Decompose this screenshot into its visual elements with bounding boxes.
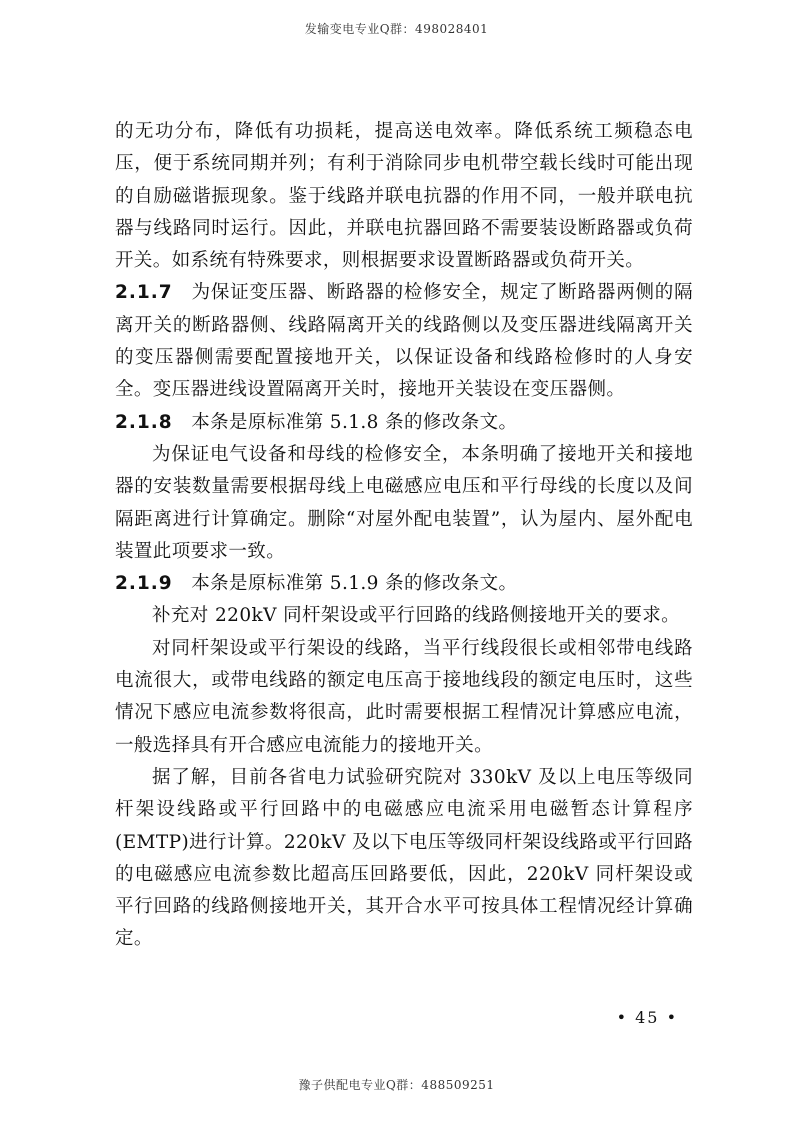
- footer-note: 豫子供配电专业Q群：488509251: [298, 1078, 495, 1092]
- clause-number: 2.1.7: [115, 282, 173, 304]
- clause-2-1-8: [115, 407, 693, 439]
- paragraph: 据了解，目前各省电力试验研究院对 330kV 及以上电压等级同杆架设线路或平行回路中的电磁感应电流采用电磁暂态计算程序(EMTP)进行计算。220kV 及以下电压等级同杆架设线路或平行回路的电磁感应电流参数比超高压回路要低，因此，220kV 同杆架设或平行回路的线路侧接地开关，其开合水平可按具体工程情况经计算确定。: [115, 766, 693, 950]
- clause-text: 本条是原标准第 5.1.8 条的修改条文。: [191, 411, 518, 433]
- clause-number: 2.1.8: [115, 411, 173, 433]
- clause-2-1-7: [115, 277, 693, 406]
- header-note: 发输变电专业Q群：498028401: [304, 22, 489, 36]
- clause-number: 2.1.9: [115, 573, 173, 595]
- clause-2-1-9: [115, 568, 693, 600]
- paragraph-continued: 的无功分布，降低有功损耗，提高送电效率。降低系统工频稳态电压，便于系统同期并列；有利于消除同步电机带空载长线时可能出现的自励磁谐振现象。鉴于线路并联电抗器的作用不同，一般并联电抗器与线路同时运行。因此，并联电抗器回路不需要装设断路器或负荷开关。如系统有特殊要求，则根据要求设置断路器或负荷开关。: [115, 121, 693, 272]
- document-body: [115, 116, 693, 956]
- clause-text: 为保证变压器、断路器的检修安全，规定了断路器两侧的隔离开关的断路器侧、线路隔离开关的线路侧以及变压器进线隔离开关的变压器侧需要配置接地开关，以保证设备和线路检修时的人身安全。变压器进线设置隔离开关时，接地开关装设在变压器侧。: [115, 282, 693, 401]
- page-number: • 45 •: [616, 1008, 678, 1027]
- paragraph: 补充对 220kV 同杆架设或平行回路的线路侧接地开关的要求。: [152, 605, 681, 627]
- paragraph: 对同杆架设或平行架设的线路，当平行线段很长或相邻带电线路电流很大，或带电线路的额定电压高于接地线段的额定电压时，这些情况下感应电流参数将很高，此时需要根据工程情况计算感应电流，一般选择具有开合感应电流能力的接地开关。: [115, 637, 693, 756]
- paragraph: 为保证电气设备和母线的检修安全，本条明确了接地开关和接地器的安装数量需要根据母线上电磁感应电压和平行母线的长度以及间隔距离进行计算确定。删除“对屋外配电装置”，认为屋内、屋外配电装置此项要求一致。: [115, 443, 693, 562]
- clause-text: 本条是原标准第 5.1.9 条的修改条文。: [191, 573, 518, 595]
